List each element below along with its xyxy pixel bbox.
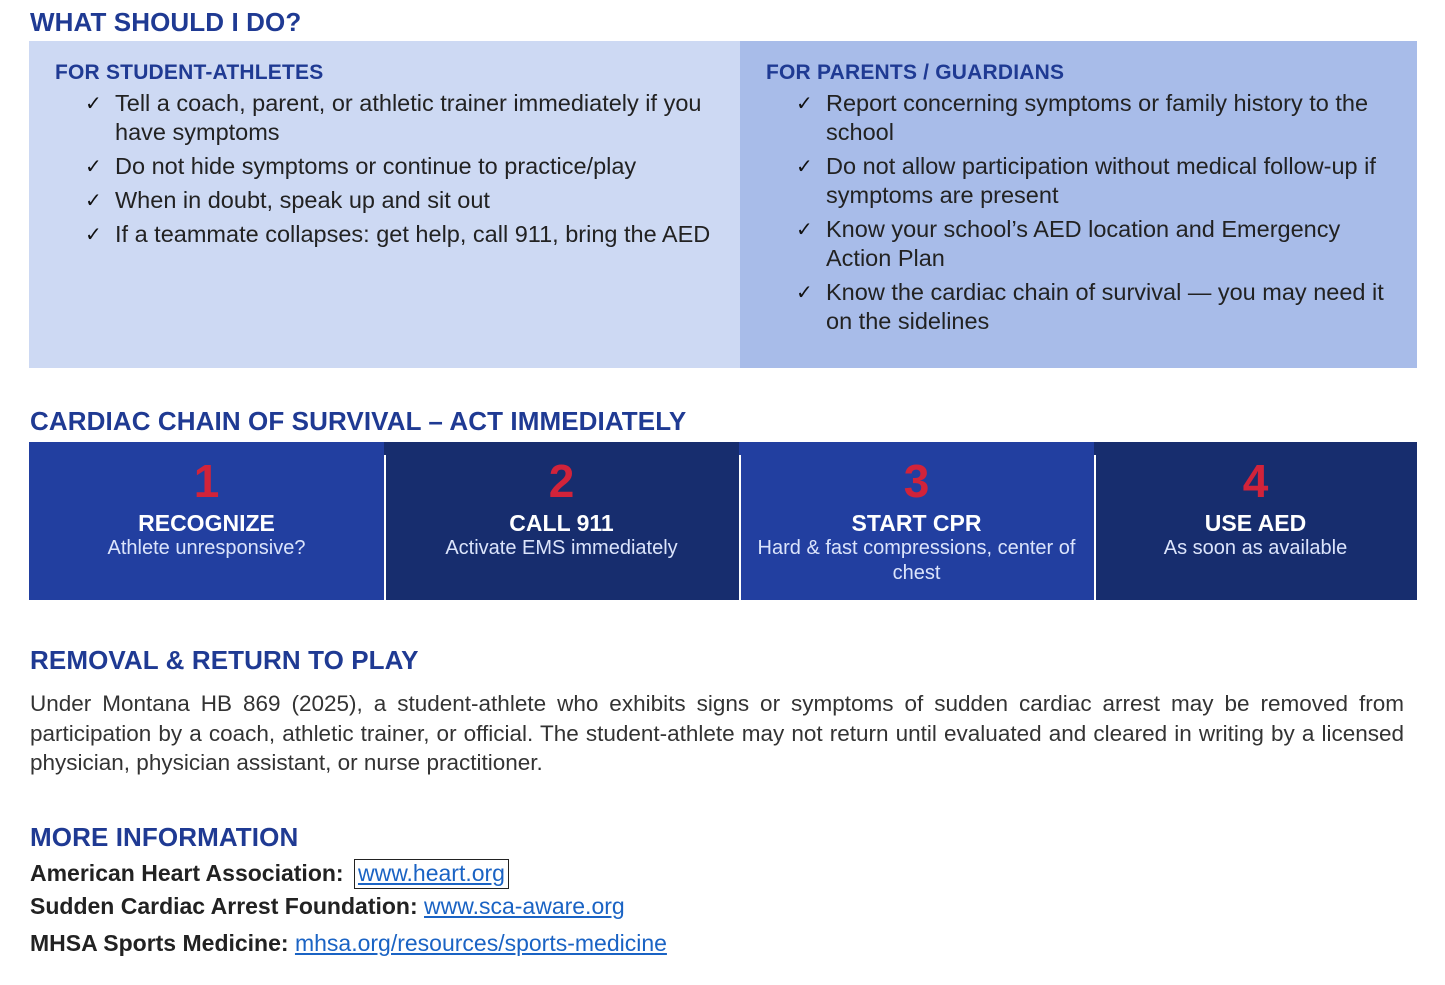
checkmark-icon: ✓ (85, 154, 102, 178)
org-name: MHSA Sports Medicine: (30, 930, 289, 956)
more-information-heading: MORE INFORMATION (30, 822, 299, 852)
chain-of-survival-heading: CARDIAC CHAIN OF SURVIVAL – ACT IMMEDIATELY (30, 406, 687, 436)
step-title: USE AED (1204, 510, 1307, 536)
list-item: ✓ Tell a coach, parent, or athletic trainer immediately if you have symptoms (85, 90, 702, 145)
step-description: As soon as available (1163, 537, 1348, 559)
org-name: Sudden Cardiac Arrest Foundation: (30, 893, 418, 919)
step-number: 2 (548, 455, 575, 507)
checkmark-icon: ✓ (85, 91, 102, 115)
list-item: ✓ If a teammate collapses: get help, call 911, bring the AED (85, 221, 711, 247)
step-description: Activate EMS immediately (445, 537, 678, 559)
step-description: Hard & fast compressions, center of chest (757, 537, 1076, 584)
list-item: ✓ Know your school’s AED location and Emergency Action Plan (796, 216, 1341, 271)
info-row-mhsa (30, 929, 667, 957)
mhsa-sports-medicine-link[interactable]: mhsa.org/resources/sports-medicine (294, 930, 667, 956)
student-athletes-checklist (55, 89, 716, 249)
step-divider (384, 455, 386, 600)
checkmark-icon: ✓ (796, 280, 813, 304)
step-number: 3 (903, 455, 930, 507)
step-divider (739, 455, 741, 600)
step-number: 4 (1242, 455, 1269, 507)
parents-guardians-checklist (766, 89, 1393, 336)
step-title: RECOGNIZE (138, 510, 275, 536)
info-row-scaf (30, 892, 625, 920)
info-row-aha (30, 859, 509, 887)
list-item: ✓ Do not allow participation without medical follow-up if symptoms are present (796, 153, 1376, 208)
checkmark-icon: ✓ (796, 154, 813, 178)
step-title: CALL 911 (509, 510, 614, 536)
removal-return-heading: REMOVAL & RETURN TO PLAY (30, 645, 419, 675)
removal-return-paragraph: Under Montana HB 869 (2025), a student-athlete who exhibits signs or symptoms of sudden cardiac arrest may be removed from participation by a coach, athletic trainer, or official. The student-athlete may not return until evaluated and cleared in writing by a licensed physician, physician assistant, or nurse practitioner. (30, 691, 1404, 775)
checkmark-icon: ✓ (85, 222, 102, 246)
student-athletes-heading: FOR STUDENT-ATHLETES (55, 61, 324, 84)
parents-guardians-panel (740, 41, 1417, 368)
heart-org-link[interactable]: www.heart.org (354, 859, 509, 889)
org-name: American Heart Association: (30, 860, 344, 886)
checkmark-icon: ✓ (796, 217, 813, 241)
chain-step-use-aed (1094, 442, 1417, 600)
parents-guardians-heading: FOR PARENTS / GUARDIANS (766, 61, 1065, 84)
checkmark-icon: ✓ (796, 91, 813, 115)
guidance-panels (29, 41, 1417, 368)
sca-aware-link[interactable]: www.sca-aware.org (424, 893, 625, 919)
step-description: Athlete unresponsive? (107, 537, 306, 559)
chain-of-survival (29, 442, 1417, 600)
step-title: START CPR (851, 510, 982, 536)
list-item: ✓ Report concerning symptoms or family history to the school (796, 90, 1369, 145)
step-divider (1094, 455, 1096, 600)
list-item: ✓ Know the cardiac chain of survival — you may need it on the sidelines (796, 279, 1384, 334)
list-item: ✓ When in doubt, speak up and sit out (85, 187, 490, 213)
chain-step-start-cpr (739, 442, 1094, 600)
checkmark-icon: ✓ (85, 188, 102, 212)
chain-step-recognize (29, 442, 384, 600)
student-athletes-panel (29, 41, 740, 368)
list-item: ✓ Do not hide symptoms or continue to practice/play (85, 153, 637, 179)
chain-step-call-911 (384, 442, 739, 600)
step-number: 1 (193, 455, 220, 507)
what-should-i-do-heading: WHAT SHOULD I DO? (30, 7, 302, 37)
